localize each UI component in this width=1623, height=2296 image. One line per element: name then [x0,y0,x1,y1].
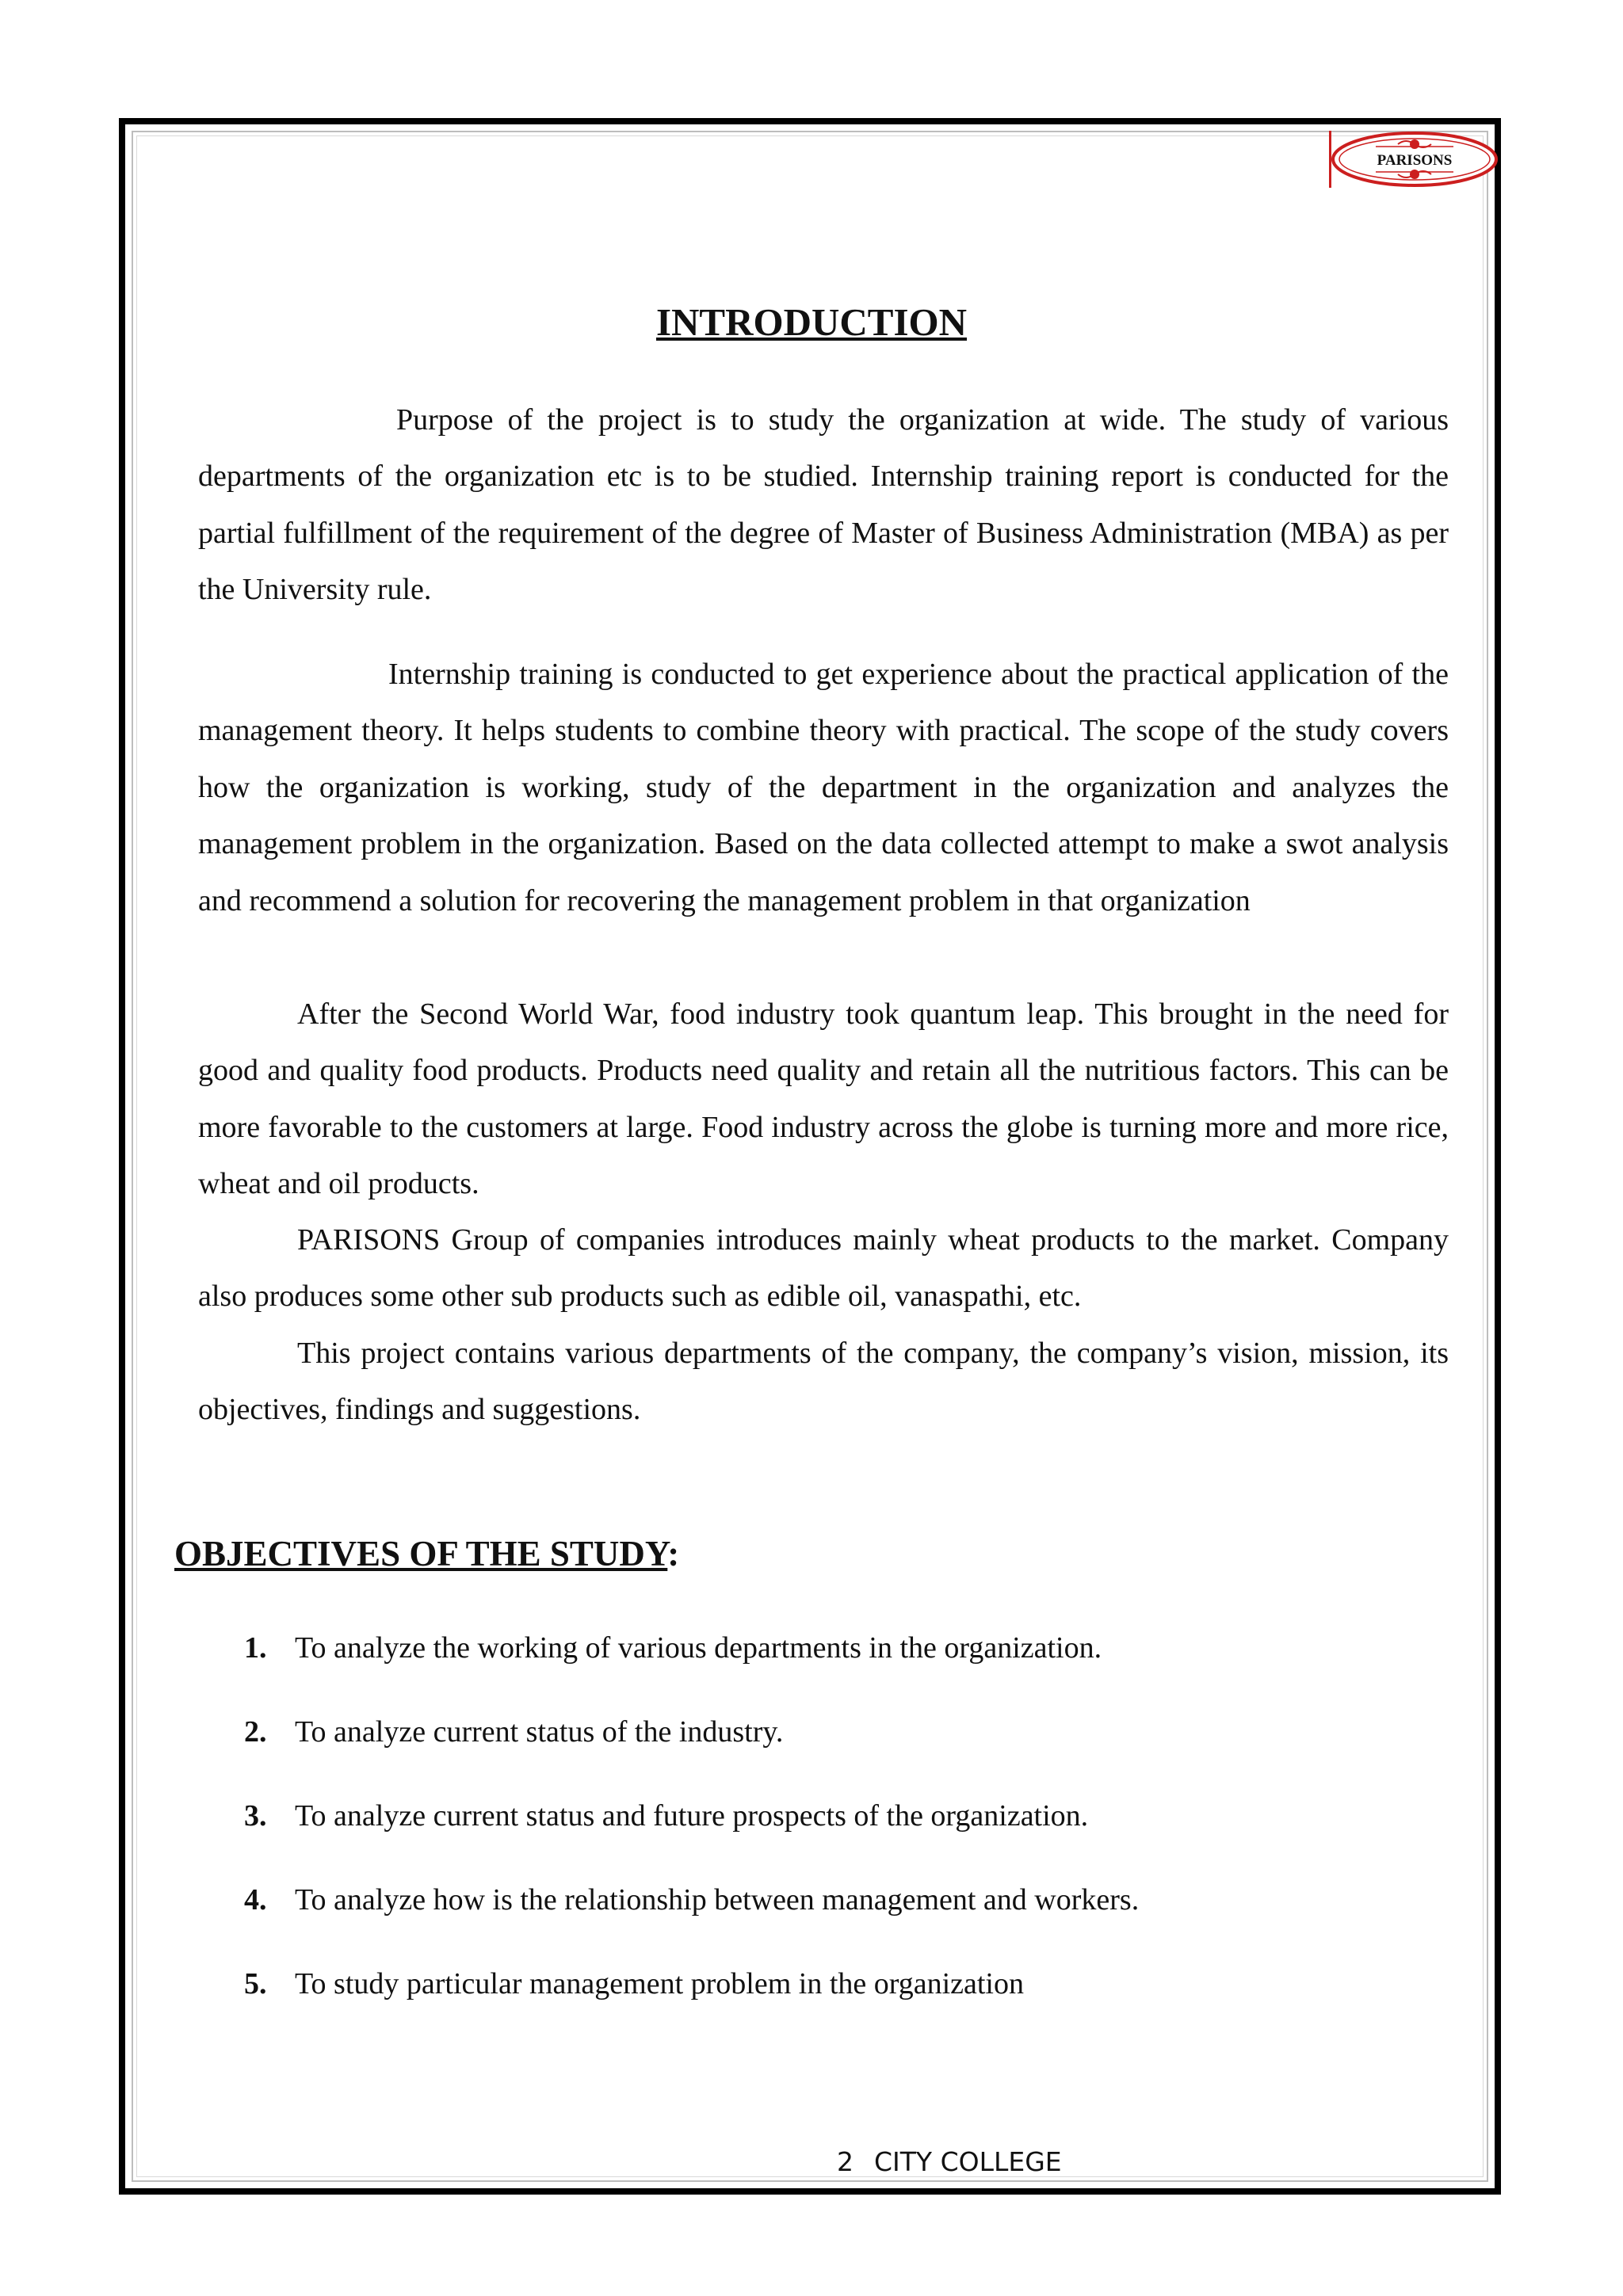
objective-text: To study particular management problem in the organization [295,1967,1024,2000]
intro-paragraph-1: Purpose of the project is to study the organization at wide. The study of various departments of the organization etc is to be studied. Internship training report is conducted for the partial fulfillment of the requirement of the degree of Master of Business Administration (MBA) as per the University rule. [198,403,1449,607]
intro-paragraph-2: Internship training is conducted to get experience about the practical application of the management theory. It helps students to combine theory with practical. The scope of the study covers how the organization is working, study of the department in the organization and analyzes the management problem in the organization. Based on the data collected attempt to make a swot analysis and recommend a solution for recovering the management problem in that organization [198,658,1449,917]
objective-text: To analyze current status of the industry. [295,1715,784,1749]
objective-text: To analyze current status and future prospects of the organization. [295,1799,1089,1833]
page-number: 2 [837,2146,854,2177]
page-title: INTRODUCTION [655,300,968,344]
objective-item-3 [244,1798,1088,1833]
objective-number: 2. [244,1715,267,1749]
parisons-logo [1328,129,1498,189]
objective-text: To analyze how is the relationship between management and workers. [295,1883,1140,1917]
objectives-heading-colon: : [667,1534,680,1573]
intro-paragraph-4: PARISONS Group of companies introduces mainly wheat products to the market. Company also produces some other sub products such as edible oil, vanaspathi, etc. [198,1223,1449,1314]
objective-item-2 [244,1714,783,1749]
objective-number: 4. [244,1883,267,1917]
objective-text: To analyze the working of various departments in the organization. [295,1631,1102,1665]
page-footer [837,2146,1062,2177]
objectives-heading [174,1533,679,1574]
objective-number: 1. [244,1631,267,1665]
objective-item-5 [244,1966,1024,2001]
svg-text:PARISONS: PARISONS [1377,152,1453,169]
objective-number: 5. [244,1967,267,2000]
objective-number: 3. [244,1799,267,1833]
objectives-heading-text: OBJECTIVES OF THE STUDY [174,1534,668,1573]
intro-paragraph-5: This project contains various departments of the company, the company’s vision, mission, its objectives, findings and suggestions. [198,1337,1449,1427]
footer-college-name: CITY COLLEGE [874,2146,1062,2177]
intro-paragraph-3: After the Second World War, food industry took quantum leap. This brought in the need for good and quality food products. Products need quality and retain all the nutritious factors. This can be more favorable to the customers at large. Food industry across the globe is turning more and more rice, wheat and oil products. [198,997,1449,1201]
objective-item-4 [244,1882,1139,1917]
objective-item-1 [244,1630,1102,1665]
